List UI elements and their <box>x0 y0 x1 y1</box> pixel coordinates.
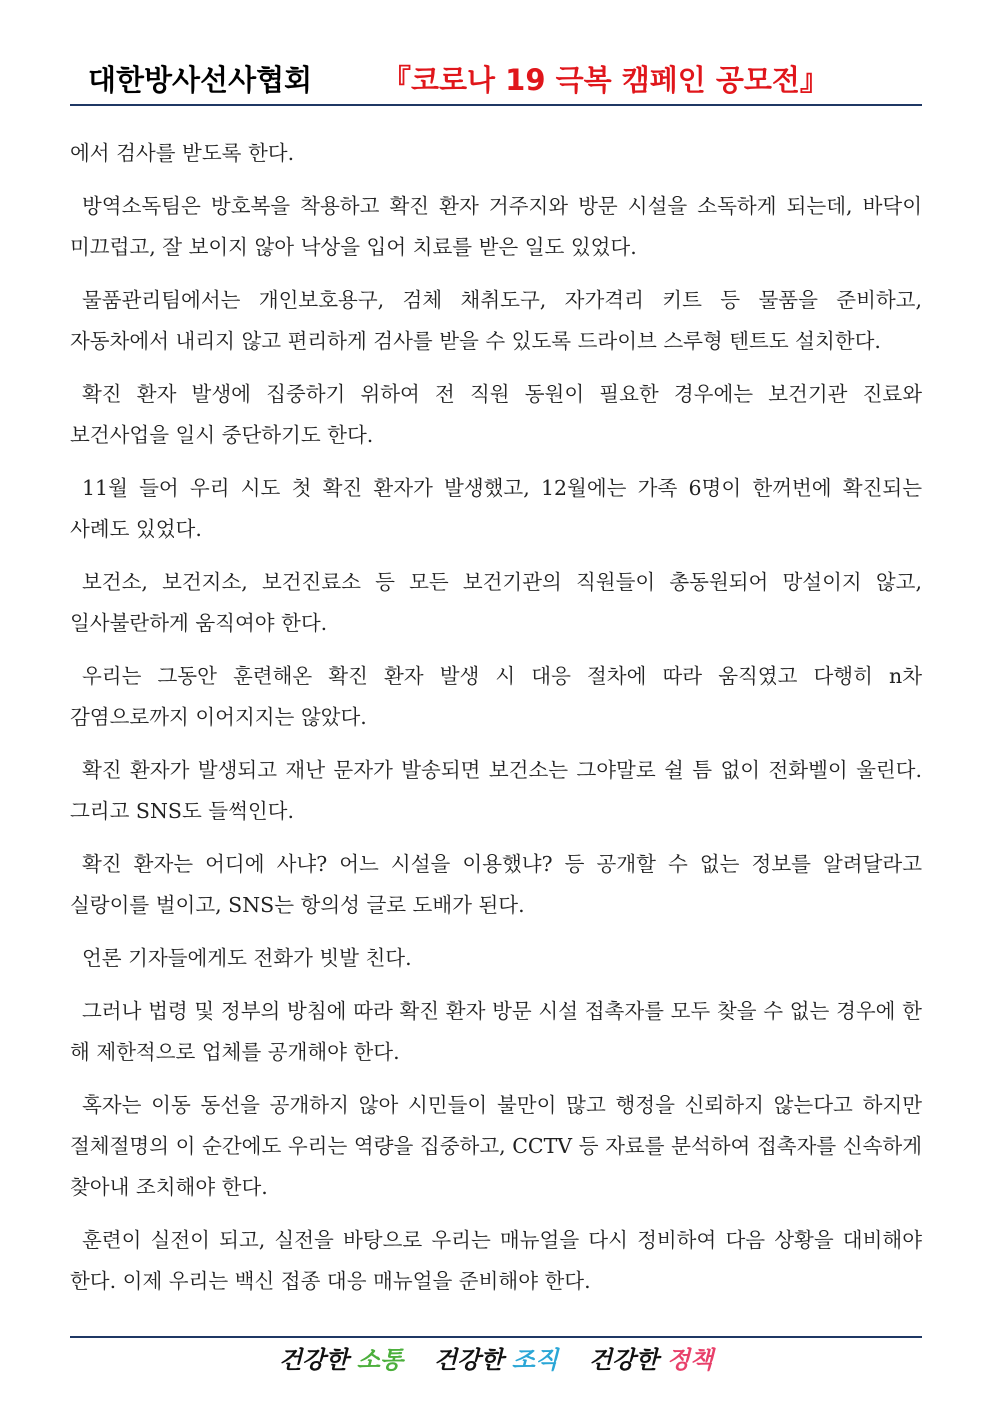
paragraph-5: 11월 들어 우리 시도 첫 확진 환자가 발생했고, 12월에는 가족 6명이 한꺼번에 확진되는 사례도 있었다. <box>70 476 922 541</box>
paragraph-4: 확진 환자 발생에 집중하기 위하여 전 직원 동원이 필요한 경우에는 보건기관 진료와 보건사업을 일시 중단하기도 한다. <box>70 382 922 447</box>
slogan-3-prefix: 건강한 <box>588 1346 659 1374</box>
paragraph-3: 물품관리팀에서는 개인보호용구, 검체 채취도구, 자가격리 키트 등 물품을 준비하고, 자동차에서 내리지 않고 편리하게 검사를 받을 수 있도록 드라이브 스루형 텐트도 설치한다. <box>70 288 922 353</box>
paragraph-11: 그러나 법령 및 정부의 방침에 따라 확진 환자 방문 시설 접촉자를 모두 찾을 수 없는 경우에 한 해 제한적으로 업체를 공개해야 한다. <box>70 999 922 1064</box>
paragraph-10: 언론 기자들에게도 전화가 빗발 친다. <box>82 946 412 970</box>
document-body <box>70 133 922 1302</box>
paragraph-8: 확진 환자가 발생되고 재난 문자가 발송되면 보건소는 그야말로 쉴 틈 없이 전화벨이 울린다. 그리고 SNS도 들썩인다. <box>70 758 922 823</box>
paragraph-12: 혹자는 이동 동선을 공개하지 않아 시민들이 불만이 많고 행정을 신뢰하지 않는다고 하지만 절체절명의 이 순간에도 우리는 역량을 집중하고, CCTV 등 자료를 분석하여 접촉자를 신속하게 찾아내 조치해야 한다. <box>70 1093 922 1199</box>
slogan-1-prefix: 건강한 <box>278 1346 349 1374</box>
paragraph-13: 훈련이 실전이 되고, 실전을 바탕으로 우리는 매뉴얼을 다시 정비하여 다음 상황을 대비해야 한다. 이제 우리는 백신 접종 대응 매뉴얼을 준비해야 한다. <box>70 1228 922 1293</box>
slogan-1-word: 소통 <box>356 1346 404 1374</box>
campaign-title: 『코로나 19 극복 캠페인 공모전』 <box>382 63 829 97</box>
paragraph-9: 확진 환자는 어디에 사냐? 어느 시설을 이용했냐? 등 공개할 수 없는 정보를 알려달라고 실랑이를 벌이고, SNS는 항의성 글로 도배가 된다. <box>70 852 922 917</box>
slogan-2-word: 조직 <box>511 1346 559 1374</box>
header-divider <box>70 104 922 106</box>
paragraph-6: 보건소, 보건지소, 보건진료소 등 모든 보건기관의 직원들이 총동원되어 망설이지 않고, 일사불란하게 움직여야 한다. <box>70 570 922 635</box>
page-header <box>70 52 922 108</box>
slogan-3-word: 정책 <box>666 1346 714 1374</box>
footer-slogan <box>0 1342 992 1378</box>
paragraph-1: 에서 검사를 받도록 한다. <box>70 141 295 165</box>
organization-name: 대한방사선사협회 <box>88 63 313 97</box>
paragraph-7: 우리는 그동안 훈련해온 확진 환자 발생 시 대응 절차에 따라 움직였고 다행히 n차 감염으로까지 이어지지는 않았다. <box>70 664 922 729</box>
paragraph-2: 방역소독팀은 방호복을 착용하고 확진 환자 거주지와 방문 시설을 소독하게 되는데, 바닥이 미끄럽고, 잘 보이지 않아 낙상을 입어 치료를 받은 일도 있었다. <box>70 194 922 259</box>
footer-divider <box>70 1336 922 1338</box>
slogan-2-prefix: 건강한 <box>433 1346 504 1374</box>
